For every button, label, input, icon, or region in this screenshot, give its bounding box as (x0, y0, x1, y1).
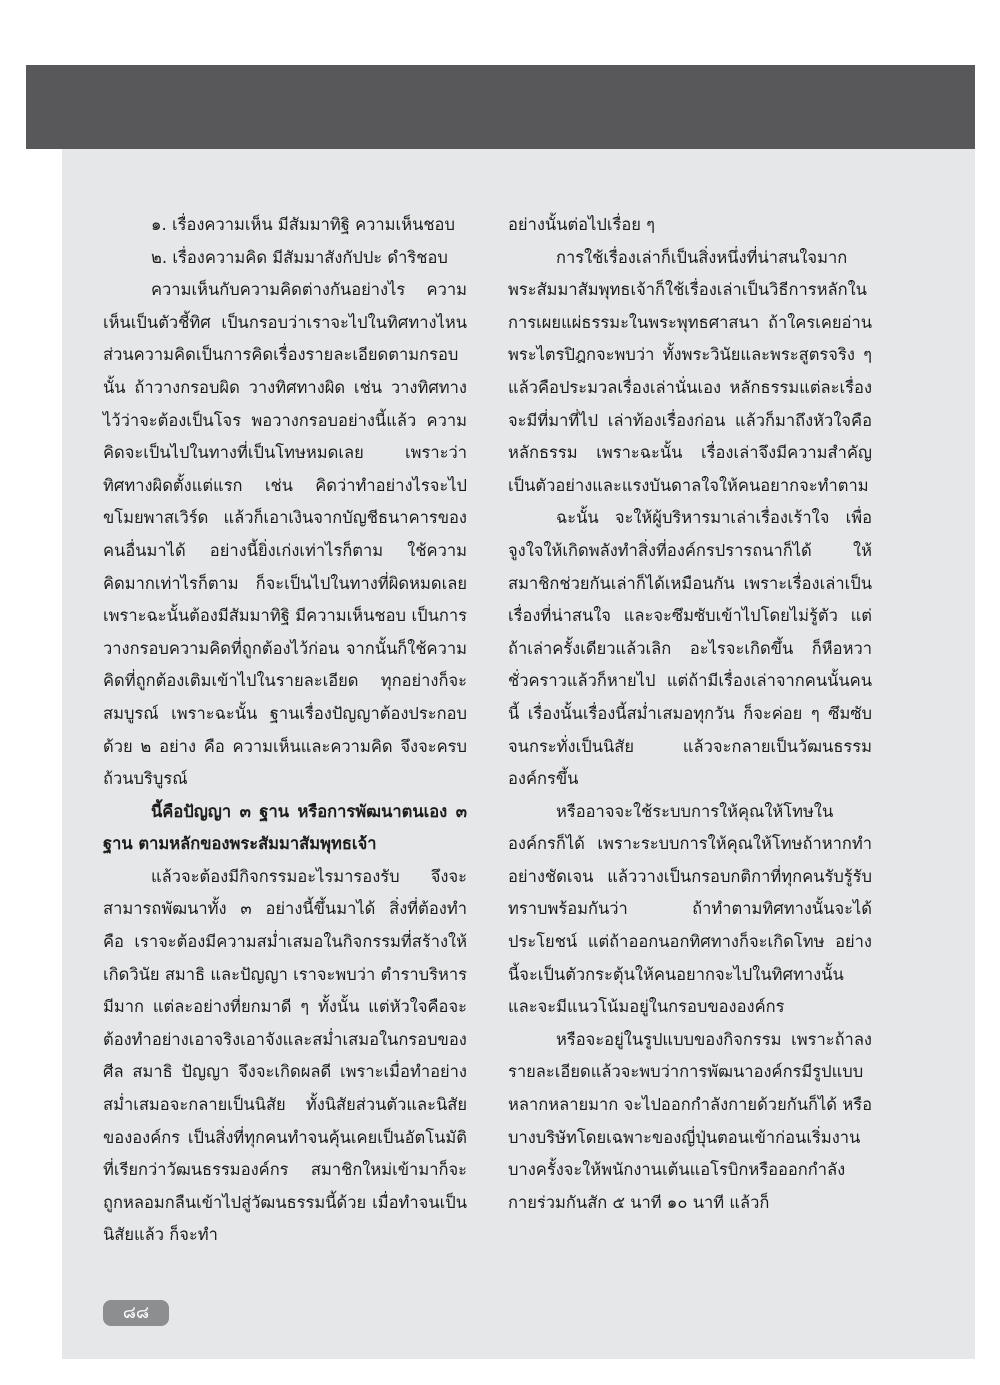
paragraph: อย่างนั้นต่อไปเรื่อย ๆ (508, 215, 656, 234)
paragraph: หรืออาจจะใช้ระบบการให้คุณให้โทษในองค์กรก็ได้ เพราะระบบการให้คุณให้โทษถ้าหากทำอย่างชัดเจน แล้ววางเป็นกรอบกติกาที่ทุกคนรับรู้รับทราบพร้อมกันว่า ถ้าทำตามทิศทางนั้นจะได้ประโยชน์ แต่ถ้าออกนอกทิศทางก็จะเกิดโทษ อย่างนี้จะเป็นตัวกระตุ้นให้คนอยากจะไปในทิศทางนั้น และจะมีแนวโน้มอยู่ในกรอบขององค์กร (508, 801, 872, 1017)
page-number-badge: ๘๘ (103, 1300, 169, 1326)
paragraph: ๑. เรื่องความเห็น มีสัมมาทิฐิ ความเห็นชอบ (151, 215, 455, 234)
right-column (508, 209, 872, 1219)
paragraph: หรือจะอยู่ในรูปแบบของกิจกรรม เพราะถ้าลงรายละเอียดแล้วจะพบว่าการพัฒนาองค์กรมีรูปแบบหลากหลายมาก จะไปออกกำลังกายด้วยกันก็ได้ หรือบางบริษัทโดยเฉพาะของญี่ปุ่นตอนเข้าก่อนเริ่มงาน บางครั้งจะให้พนักงานเต้นแอโรบิกหรือออกกำลังกายร่วมกันสัก ๕ นาที ๑๐ นาที แล้วก็ (508, 1029, 872, 1212)
paragraph: การใช้เรื่องเล่าก็เป็นสิ่งหนึ่งที่น่าสนใจมาก พระสัมมาสัมพุทธเจ้าก็ใช้เรื่องเล่าเป็นวิธีการหลักในการเผยแผ่ธรรมะในพระพุทธศาสนา ถ้าใครเคยอ่านพระไตรปิฎกจะพบว่า ทั้งพระวินัยและพระสูตรจริง ๆ แล้วคือประมวลเรื่องเล่านั่นเอง หลักธรรมแต่ละเรื่องจะมีที่มาที่ไป เล่าท้องเรื่องก่อน แล้วก็มาถึงหัวใจคือหลักธรรม เพราะฉะนั้น เรื่องเล่าจึงมีความสำคัญ เป็นตัวอย่างและแรงบันดาลใจให้คนอยากจะทำตาม (508, 247, 872, 495)
bold-paragraph: นี้คือปัญญา ๓ ฐาน หรือการพัฒนาตนเอง ๓ ฐาน ตามหลักของพระสัมมาสัมพุทธเจ้า (103, 801, 467, 854)
paragraph: ความเห็นกับความคิดต่างกันอย่างไร ความเห็นเป็นตัวชี้ทิศ เป็นกรอบว่าเราจะไปในทิศทางไหน ส่วนความคิดเป็นการคิดเรื่องรายละเอียดตามกรอบนั้น ถ้าวางกรอบผิด วางทิศทางผิด เช่น วางทิศทางไว้ว่าจะต้องเป็นโจร พอวางกรอบอย่างนี้แล้ว ความคิดจะเป็นไปในทางที่เป็นโทษหมดเลย เพราะว่าทิศทางผิดตั้งแต่แรก เช่น คิดว่าทำอย่างไรจะไปขโมยพาสเวิร์ด แล้วก็เอาเงินจากบัญชีธนาคารของคนอื่นมาได้ อย่างนี้ยิ่งเก่งเท่าไรก็ตาม ใช้ความคิดมากเท่าไรก็ตาม ก็จะเป็นไปในทางที่ผิดหมดเลย เพราะฉะนั้นต้องมีสัมมาทิฐิ มีความเห็นชอบ เป็นการวางกรอบความคิดที่ถูกต้องไว้ก่อน จากนั้นก็ใช้ความคิดที่ถูกต้องเติมเข้าไปในรายละเอียด ทุกอย่างก็จะสมบูรณ์ เพราะฉะนั้น ฐานเรื่องปัญญาต้องประกอบด้วย ๒ อย่าง คือ ความเห็นและความคิด จึงจะครบถ้วนบริบูรณ์ (103, 280, 467, 789)
header-band (26, 65, 975, 149)
paragraph: ฉะนั้น จะให้ผู้บริหารมาเล่าเรื่องเร้าใจ เพื่อจูงใจให้เกิดพลังทำสิ่งที่องค์กรปรารถนาก็ได้ ให้สมาชิกช่วยกันเล่าก็ได้เหมือนกัน เพราะเรื่องเล่าเป็นเรื่องที่น่าสนใจ และจะซึมซับเข้าไปโดยไม่รู้ตัว แต่ถ้าเล่าครั้งเดียวแล้วเลิก อะไรจะเกิดขึ้น ก็หือหวาชั่วคราวแล้วก็หายไป แต่ถ้ามีเรื่องเล่าจากคนนั้นคนนี้ เรื่องนั้นเรื่องนี้สม่ำเสมอทุกวัน ก็จะค่อย ๆ ซึมซับจนกระทั่งเป็นนิสัย แล้วจะกลายเป็นวัฒนธรรมองค์กรขึ้น (508, 508, 872, 789)
paragraph: ๒. เรื่องความคิด มีสัมมาสังกัปปะ ดำริชอบ (151, 247, 448, 267)
paragraph: แล้วจะต้องมีกิจกรรมอะไรมารองรับ จึงจะสามารถพัฒนาทั้ง ๓ อย่างนี้ขึ้นมาได้ สิ่งที่ต้องทำ คือ เราจะต้องมีความสม่ำเสมอในกิจกรรมที่สร้างให้เกิดวินัย สมาธิ และปัญญา เราจะพบว่า ตำราบริหารมีมาก แต่ละอย่างที่ยกมาดี ๆ ทั้งนั้น แต่หัวใจคือจะต้องทำอย่างเอาจริงเอาจังและสม่ำเสมอในกรอบของศีล สมาธิ ปัญญา จึงจะเกิดผลดี เพราะเมื่อทำอย่างสม่ำเสมอจะกลายเป็นนิสัย ทั้งนิสัยส่วนตัวและนิสัยขององค์กร เป็นสิ่งที่ทุกคนทำจนคุ้นเคยเป็นอัตโนมัติ ที่เรียกว่าวัฒนธรรมองค์กร สมาชิกใหม่เข้ามาก็จะถูกหลอมกลืนเข้าไปสู่วัฒนธรรมนี้ด้วย เมื่อทำจนเป็นนิสัยแล้ว ก็จะทำ (103, 866, 467, 1245)
left-column (103, 209, 467, 1252)
